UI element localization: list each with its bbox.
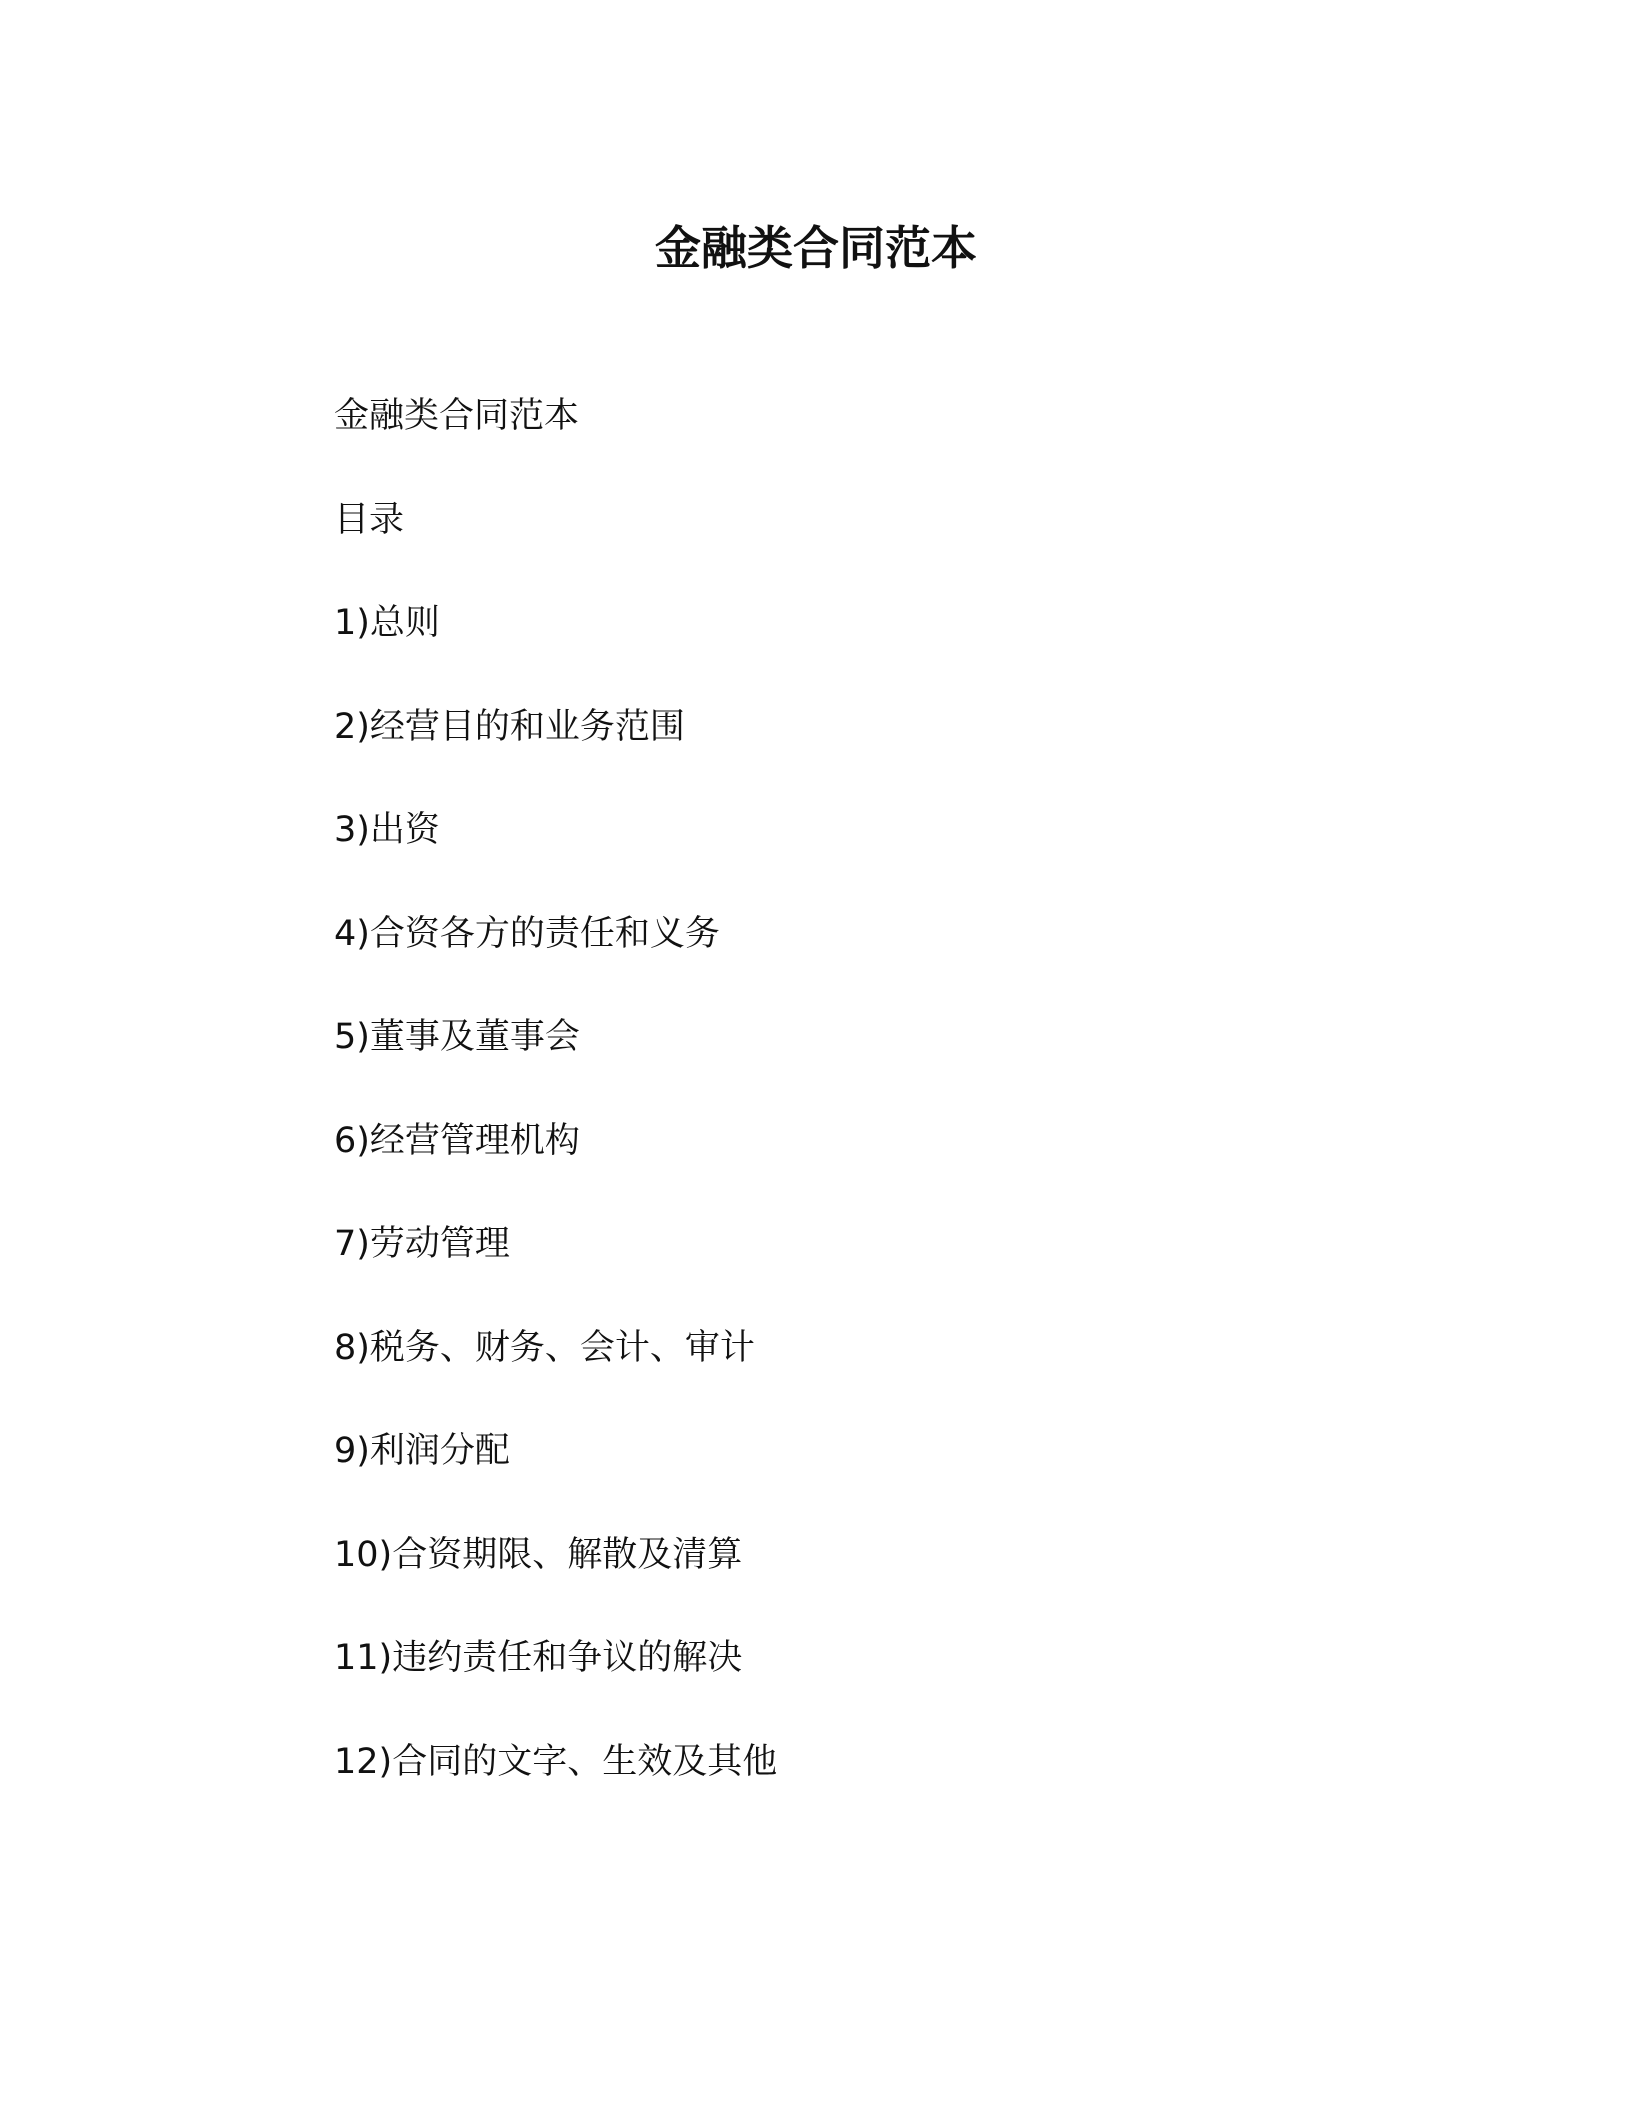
toc-item-10: 10)合资期限、解散及清算 [334, 1534, 743, 1575]
document-body [334, 392, 1434, 1841]
toc-item-5: 5)董事及董事会 [334, 1017, 580, 1057]
toc-item-11: 11)违约责任和争议的解决 [334, 1638, 743, 1678]
toc-item-8: 8)税务、财务、会计、审计 [334, 1327, 755, 1368]
toc-item-1: 1)总则 [334, 603, 440, 643]
document-subtitle: 金融类合同范本 [334, 396, 580, 436]
page-title: 金融类合同范本 [655, 221, 977, 275]
toc-item-3: 3)出资 [334, 810, 440, 850]
toc-item-4: 4)合资各方的责任和义务 [334, 913, 720, 954]
toc-item-2: 2)经营目的和业务范围 [334, 706, 685, 747]
toc-item-9: 9)利润分配 [334, 1431, 510, 1471]
toc-item-7: 7)劳动管理 [334, 1224, 510, 1264]
toc-heading: 目录 [334, 499, 405, 540]
toc-item-6: 6)经营管理机构 [334, 1120, 580, 1161]
toc-item-12: 12)合同的文字、生效及其他 [334, 1741, 778, 1782]
